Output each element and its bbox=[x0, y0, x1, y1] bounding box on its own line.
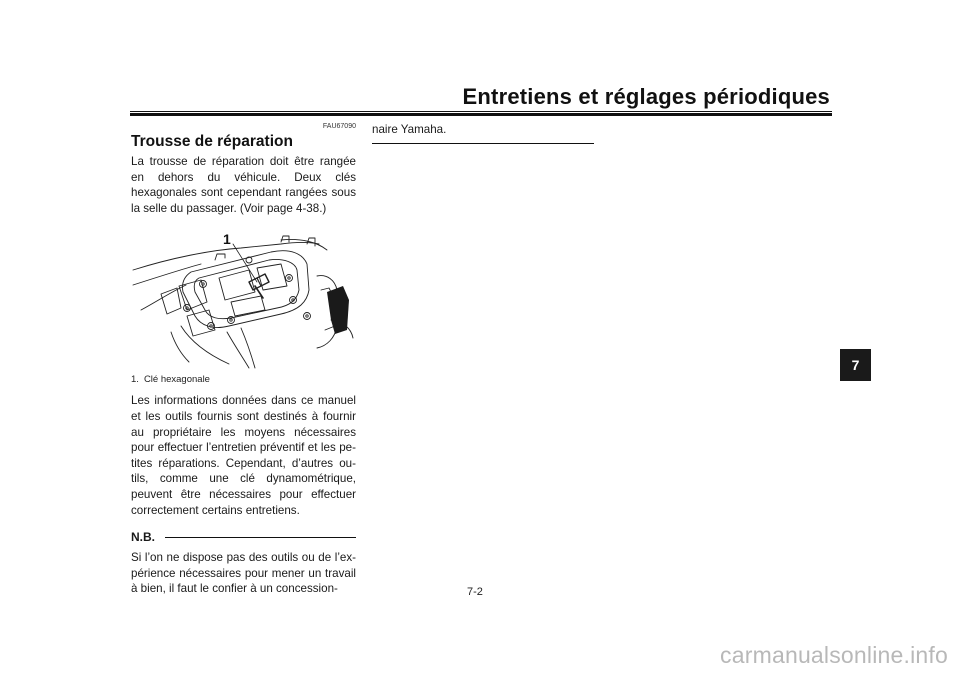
tools-paragraph: Les informations données dans ce manuel et les outils fournis sont destinés à fournir au propriétaire les moyens nécessaires pour effectuer l’entretien préventif et les pe- tites réparations. Cependant, d’autres ou- tils, comme une clé dynamométrique, peuvent être nécessaires pour effectuer correctement certains entretiens. bbox=[131, 394, 356, 517]
note-label: N.B. bbox=[131, 530, 155, 545]
note-heading bbox=[131, 530, 356, 544]
watermark: carmanualsonline.info bbox=[720, 642, 948, 668]
figure-illustration bbox=[131, 230, 356, 370]
header-rule-thin bbox=[130, 111, 832, 112]
note-paragraph: Si l’on ne dispose pas des outils ou de l’ex- périence nécessaires pour mener un travail à bien, il faut le confier à un concession- bbox=[131, 551, 356, 596]
reference-code: FAU67090 bbox=[322, 123, 356, 130]
header-rule-thick bbox=[130, 113, 832, 116]
figure-caption bbox=[131, 374, 356, 385]
intro-paragraph: La trousse de réparation doit être rangée en dehors du véhicule. Deux clés hexagonales sont cependant rangées sous la selle du passager. (Voir page 4-38.) bbox=[131, 155, 356, 215]
page-number: 7-2 bbox=[467, 586, 483, 598]
chapter-tab: 7 bbox=[840, 349, 871, 381]
note-heading-rule bbox=[165, 537, 356, 538]
right-column bbox=[372, 122, 594, 144]
page-header-title: Entretiens et réglages périodiques bbox=[462, 84, 830, 109]
section-title: Trousse de réparation bbox=[131, 133, 293, 150]
note-continuation: naire Yamaha. bbox=[372, 123, 447, 136]
caption-text: Clé hexagonale bbox=[143, 374, 210, 386]
note-end-rule bbox=[372, 143, 594, 144]
figure-callout-number: 1 bbox=[223, 231, 231, 248]
motorcycle-seat-illustration bbox=[131, 230, 356, 370]
left-column bbox=[131, 122, 356, 597]
caption-number: 1. bbox=[131, 374, 139, 386]
